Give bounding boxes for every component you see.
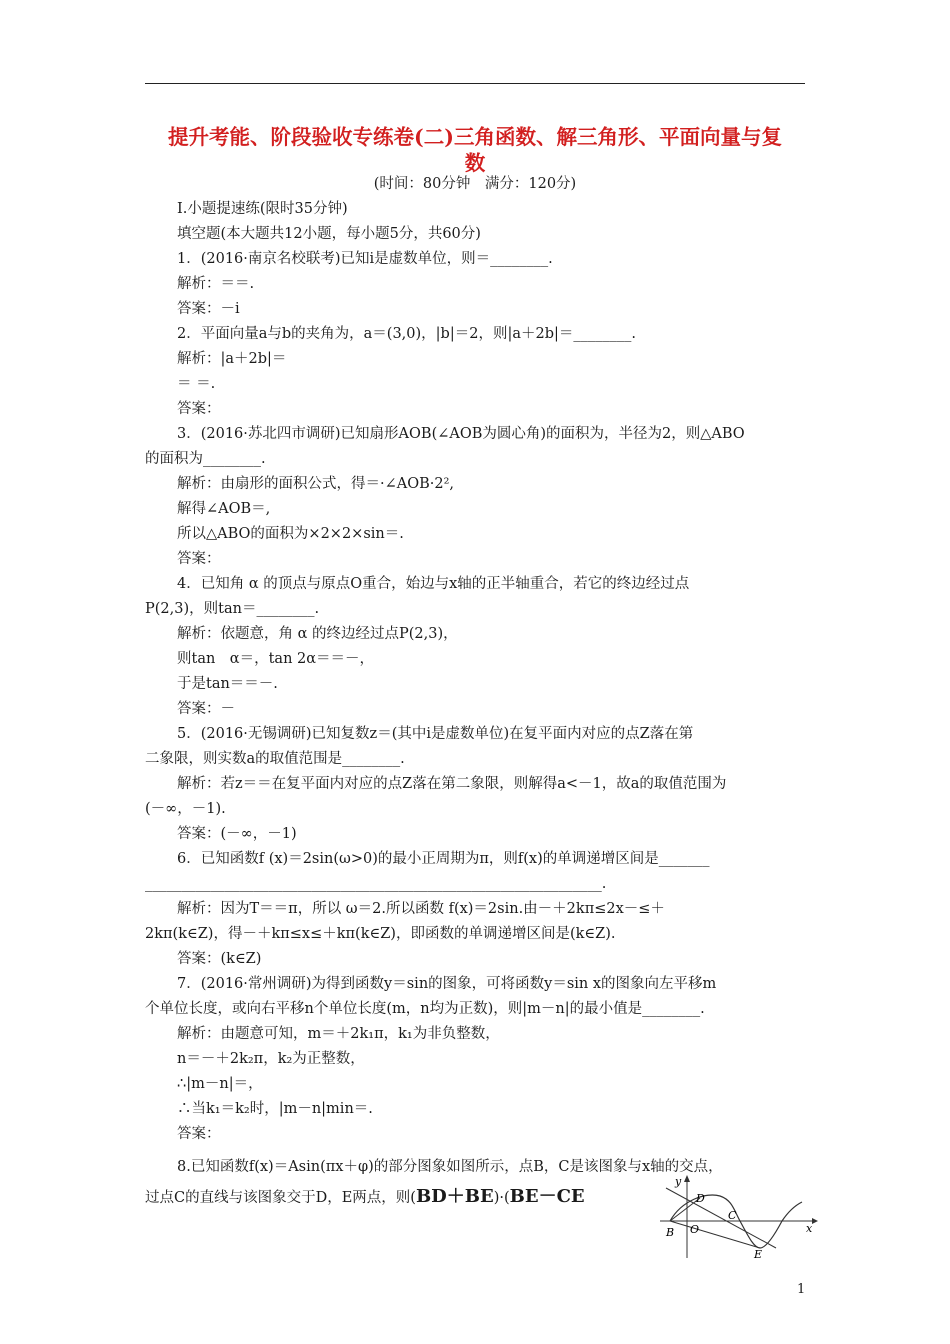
- vector-be-minus-ce: BE－CE: [509, 1186, 585, 1207]
- q8-dot: )·(: [493, 1190, 510, 1206]
- q3-solution: 解析：由扇形的面积公式，得＝·∠AOB·2²,: [177, 476, 455, 492]
- q4-solution-3: 于是tan＝＝－.: [177, 676, 278, 692]
- question-8: 8.已知函数f(x)＝Asin(πx＋φ)的部分图象如图所示，点B，C是该图象与x轴的交点，: [177, 1159, 723, 1175]
- question-7: 7．(2016·常州调研)为得到函数y＝sin的图象，可将函数y＝sin x的图象向左平移m: [177, 976, 717, 992]
- x-axis-arrow-icon: [812, 1218, 818, 1224]
- section-instructions: 填空题(本大题共12小题，每小题5分，共60分): [177, 226, 481, 242]
- q4-answer: 答案：－: [177, 701, 235, 717]
- q1-solution: 解析：＝＝.: [177, 276, 255, 292]
- question-8-cont: [145, 1187, 585, 1208]
- question-5: 5．(2016·无锡调研)已知复数z＝(其中i是虚数单位)在复平面内对应的点Z落在第: [177, 726, 694, 742]
- q6-answer: 答案：(k∈Z): [177, 951, 262, 967]
- exam-subtitle: (时间：80分钟 满分：120分): [373, 176, 577, 192]
- q4-solution: 解析：依题意，角 α 的终边经过点P(2,3)，: [177, 626, 458, 642]
- q3-solution-2: 解得∠AOB＝,: [177, 501, 271, 517]
- vector-bd-plus-be: BD＋BE: [415, 1186, 494, 1207]
- q5-answer: 答案：(－∞，－1): [177, 826, 297, 842]
- q7-solution-4: ∴当k₁＝k₂时，|m－n|min＝.: [177, 1101, 373, 1117]
- q5-solution: 解析：若z＝＝在复平面内对应的点Z落在第二象限，则解得a<－1，故a的取值范围为: [177, 776, 727, 792]
- question-5-cont: 二象限，则实数a的取值范围是________.: [145, 751, 405, 767]
- q2-answer: 答案：: [177, 401, 221, 417]
- q7-solution-3: ∴|m－n|＝，: [177, 1076, 263, 1092]
- question-2: 2．平面向量a与b的夹角为，a＝(3,0)，|b|＝2，则|a＋2b|＝________.: [177, 326, 636, 342]
- sine-graph-figure: [660, 1174, 820, 1260]
- q7-solution: 解析：由题意可知，m＝＋2k₁π，k₁为非负整数，: [177, 1026, 500, 1042]
- question-4: 4．已知角 α 的顶点与原点O重合，始边与x轴的正半轴重合，若它的终边经过点: [177, 576, 690, 592]
- q2-solution: 解析：|a＋2b|＝: [177, 351, 287, 367]
- label-d: D: [696, 1192, 705, 1205]
- page-number: 1: [797, 1282, 806, 1297]
- q6-solution-cont: 2kπ(k∈Z)，得－＋kπ≤x≤＋kπ(k∈Z)，即函数的单调递增区间是(k∈Z).: [145, 926, 616, 942]
- question-6: 6．已知函数f (x)＝2sin(ω>0)的最小正周期为π，则f(x)的单调递增区间是_______: [177, 851, 710, 867]
- label-y: y: [675, 1175, 682, 1188]
- label-b: B: [666, 1226, 675, 1239]
- label-x: x: [806, 1222, 813, 1235]
- q6-solution: 解析：因为T＝＝π，所以 ω＝2.所以函数 f(x)＝2sin.由－＋2kπ≤2x－≤＋: [177, 901, 665, 917]
- q7-answer: 答案：: [177, 1126, 221, 1142]
- q8-text: 过点C的直线与该图象交于D，E两点，则(: [145, 1190, 416, 1206]
- q2-solution-cont: ＝ ＝.: [177, 376, 216, 392]
- q4-solution-2: 则tan α＝，tan 2α＝＝－，: [177, 651, 375, 667]
- question-3-cont: 的面积为________.: [145, 451, 266, 467]
- section-heading: Ⅰ.小题提速练(限时35分钟): [177, 201, 348, 217]
- q5-solution-cont: (－∞，－1).: [145, 801, 226, 817]
- title-line-1: 提升考能、阶段验收专练卷(二)三角函数、解三角形、平面向量与复: [168, 125, 782, 149]
- segment-be: [670, 1221, 760, 1248]
- q3-solution-3: 所以△ABO的面积为×2×2×sin＝.: [177, 526, 404, 542]
- question-7-cont: 个单位长度，或向右平移n个单位长度(m，n均为正数)，则|m－n|的最小值是________.: [145, 1001, 705, 1017]
- question-3: 3．(2016·苏北四市调研)已知扇形AOB(∠AOB为圆心角)的面积为，半径为2，则△ABO: [177, 426, 745, 442]
- q1-answer: 答案：－i: [177, 301, 240, 317]
- label-e: E: [754, 1248, 763, 1260]
- title-line-2: 数: [464, 151, 486, 175]
- q3-answer: 答案：: [177, 551, 221, 567]
- header-rule: [145, 83, 805, 84]
- y-axis-arrow-icon: [684, 1175, 690, 1182]
- label-c: C: [728, 1209, 737, 1222]
- question-4-cont: P(2,3)，则tan＝________.: [145, 601, 320, 617]
- label-o: O: [690, 1223, 700, 1236]
- page-title: [140, 124, 810, 176]
- question-1: 1．(2016·南京名校联考)已知i是虚数单位，则＝________.: [177, 251, 553, 267]
- q7-solution-2: n＝－＋2k₂π，k₂为正整数，: [177, 1051, 365, 1067]
- question-6-blank: _______________________________________________________________.: [145, 876, 607, 892]
